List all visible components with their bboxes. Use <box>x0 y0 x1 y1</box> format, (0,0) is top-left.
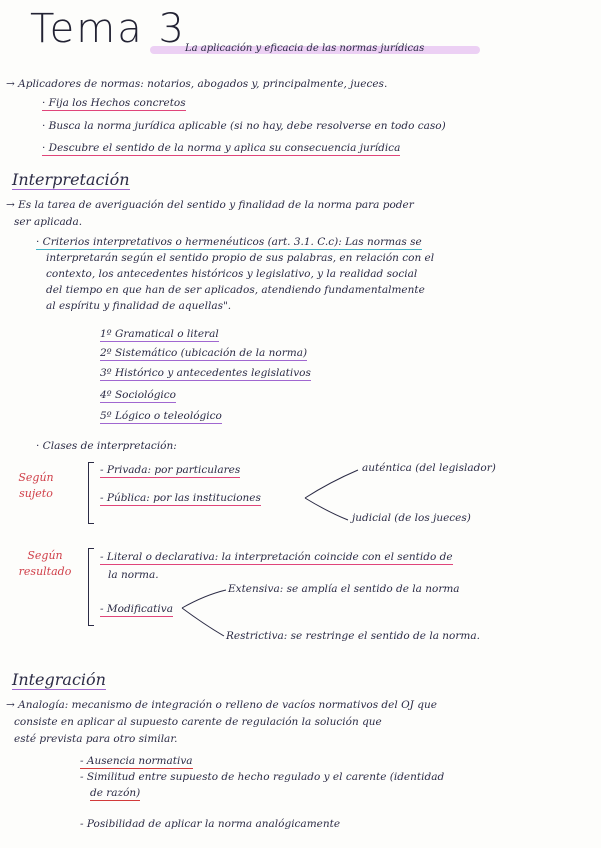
integracion-req-2b: de razón) <box>90 787 141 799</box>
connector-autentica <box>305 470 358 498</box>
modificativa-restrictiva: Restrictiva: se restringe el sentido de la norma. <box>226 630 480 642</box>
criterios-line-3: contexto, los antecedentes históricos y legislativo, y la realidad social <box>46 268 418 280</box>
resultado-literal-1: - Literal o declarativa: la interpretación coincide con el sentido de <box>100 551 453 563</box>
criterios-line-1: · Criterios interpretativos o hermenéuticos (art. 3.1. C.c): Las normas se <box>36 236 422 248</box>
connector-extensiva <box>182 590 226 608</box>
interpretacion-def-1: → Es la tarea de averiguación del sentido y finalidad de la norma para poder <box>6 199 414 211</box>
section-heading-interpretacion: Interpretación <box>12 170 130 189</box>
integracion-req-1: - Ausencia normativa <box>80 755 193 767</box>
criterio-4: 4º Sociológico <box>100 389 176 401</box>
segun-sujeto-label: Según sujeto <box>18 471 54 500</box>
integracion-line-1: → Analogía: mecanismo de integración o relleno de vacíos normativos del OJ que <box>6 699 437 711</box>
clases-heading: · Clases de interpretación: <box>36 440 177 452</box>
page-subtitle: La aplicación y eficacia de las normas jurídicas <box>185 43 425 54</box>
section-heading-integracion: Integración <box>12 670 106 689</box>
criterios-line-4: del tiempo en que han de ser aplicados, atendiendo fundamentalmente <box>46 284 425 296</box>
sujeto-publica: - Pública: por las instituciones <box>100 492 261 504</box>
criterio-2: 2º Sistemático (ubicación de la norma) <box>100 347 308 359</box>
integracion-line-2: consiste en aplicar al supuesto carente de regulación la solución que <box>14 716 382 728</box>
sujeto-privada: - Privada: por particulares <box>100 464 241 476</box>
resultado-modificativa: - Modificativa <box>100 603 173 615</box>
interpretacion-def-2: ser aplicada. <box>14 216 83 228</box>
integracion-line-3: esté prevista para otro similar. <box>14 733 178 745</box>
connector-restrictiva <box>182 608 224 636</box>
publica-judicial: judicial (de los jueces) <box>352 512 471 524</box>
criterios-line-2: interpretarán según el sentido propio de sus palabras, en relación con el <box>46 252 435 264</box>
page-title: Tema 3 <box>30 6 186 52</box>
publica-autentica: auténtica (del legislador) <box>362 462 496 474</box>
integracion-req-2: - Similitud entre supuesto de hecho regulado y el carente (identidad <box>80 771 445 783</box>
integracion-req-3: - Posibilidad de aplicar la norma analógicamente <box>80 818 341 830</box>
modificativa-extensiva: Extensiva: se amplía el sentido de la norma <box>228 583 460 595</box>
segun-resultado-label: Según resultado <box>18 549 72 578</box>
aplicadores-intro: → Aplicadores de normas: notarios, abogados y, principalmente, jueces. <box>6 78 388 90</box>
criterio-3: 3º Histórico y antecedentes legislativos <box>100 367 311 379</box>
connector-judicial <box>305 498 348 520</box>
criterios-line-5: al espíritu y finalidad de aquellas". <box>46 300 232 312</box>
criterio-1: 1º Gramatical o literal <box>100 328 219 340</box>
aplicadores-item-1: · Fija los Hechos concretos <box>42 97 186 109</box>
aplicadores-item-3: · Descubre el sentido de la norma y aplica su consecuencia jurídica <box>42 142 401 154</box>
criterio-5: 5º Lógico o teleológico <box>100 410 222 422</box>
aplicadores-item-2: · Busca la norma jurídica aplicable (si no hay, debe resolverse en todo caso) <box>42 120 446 132</box>
resultado-literal-2: la norma. <box>108 569 159 581</box>
